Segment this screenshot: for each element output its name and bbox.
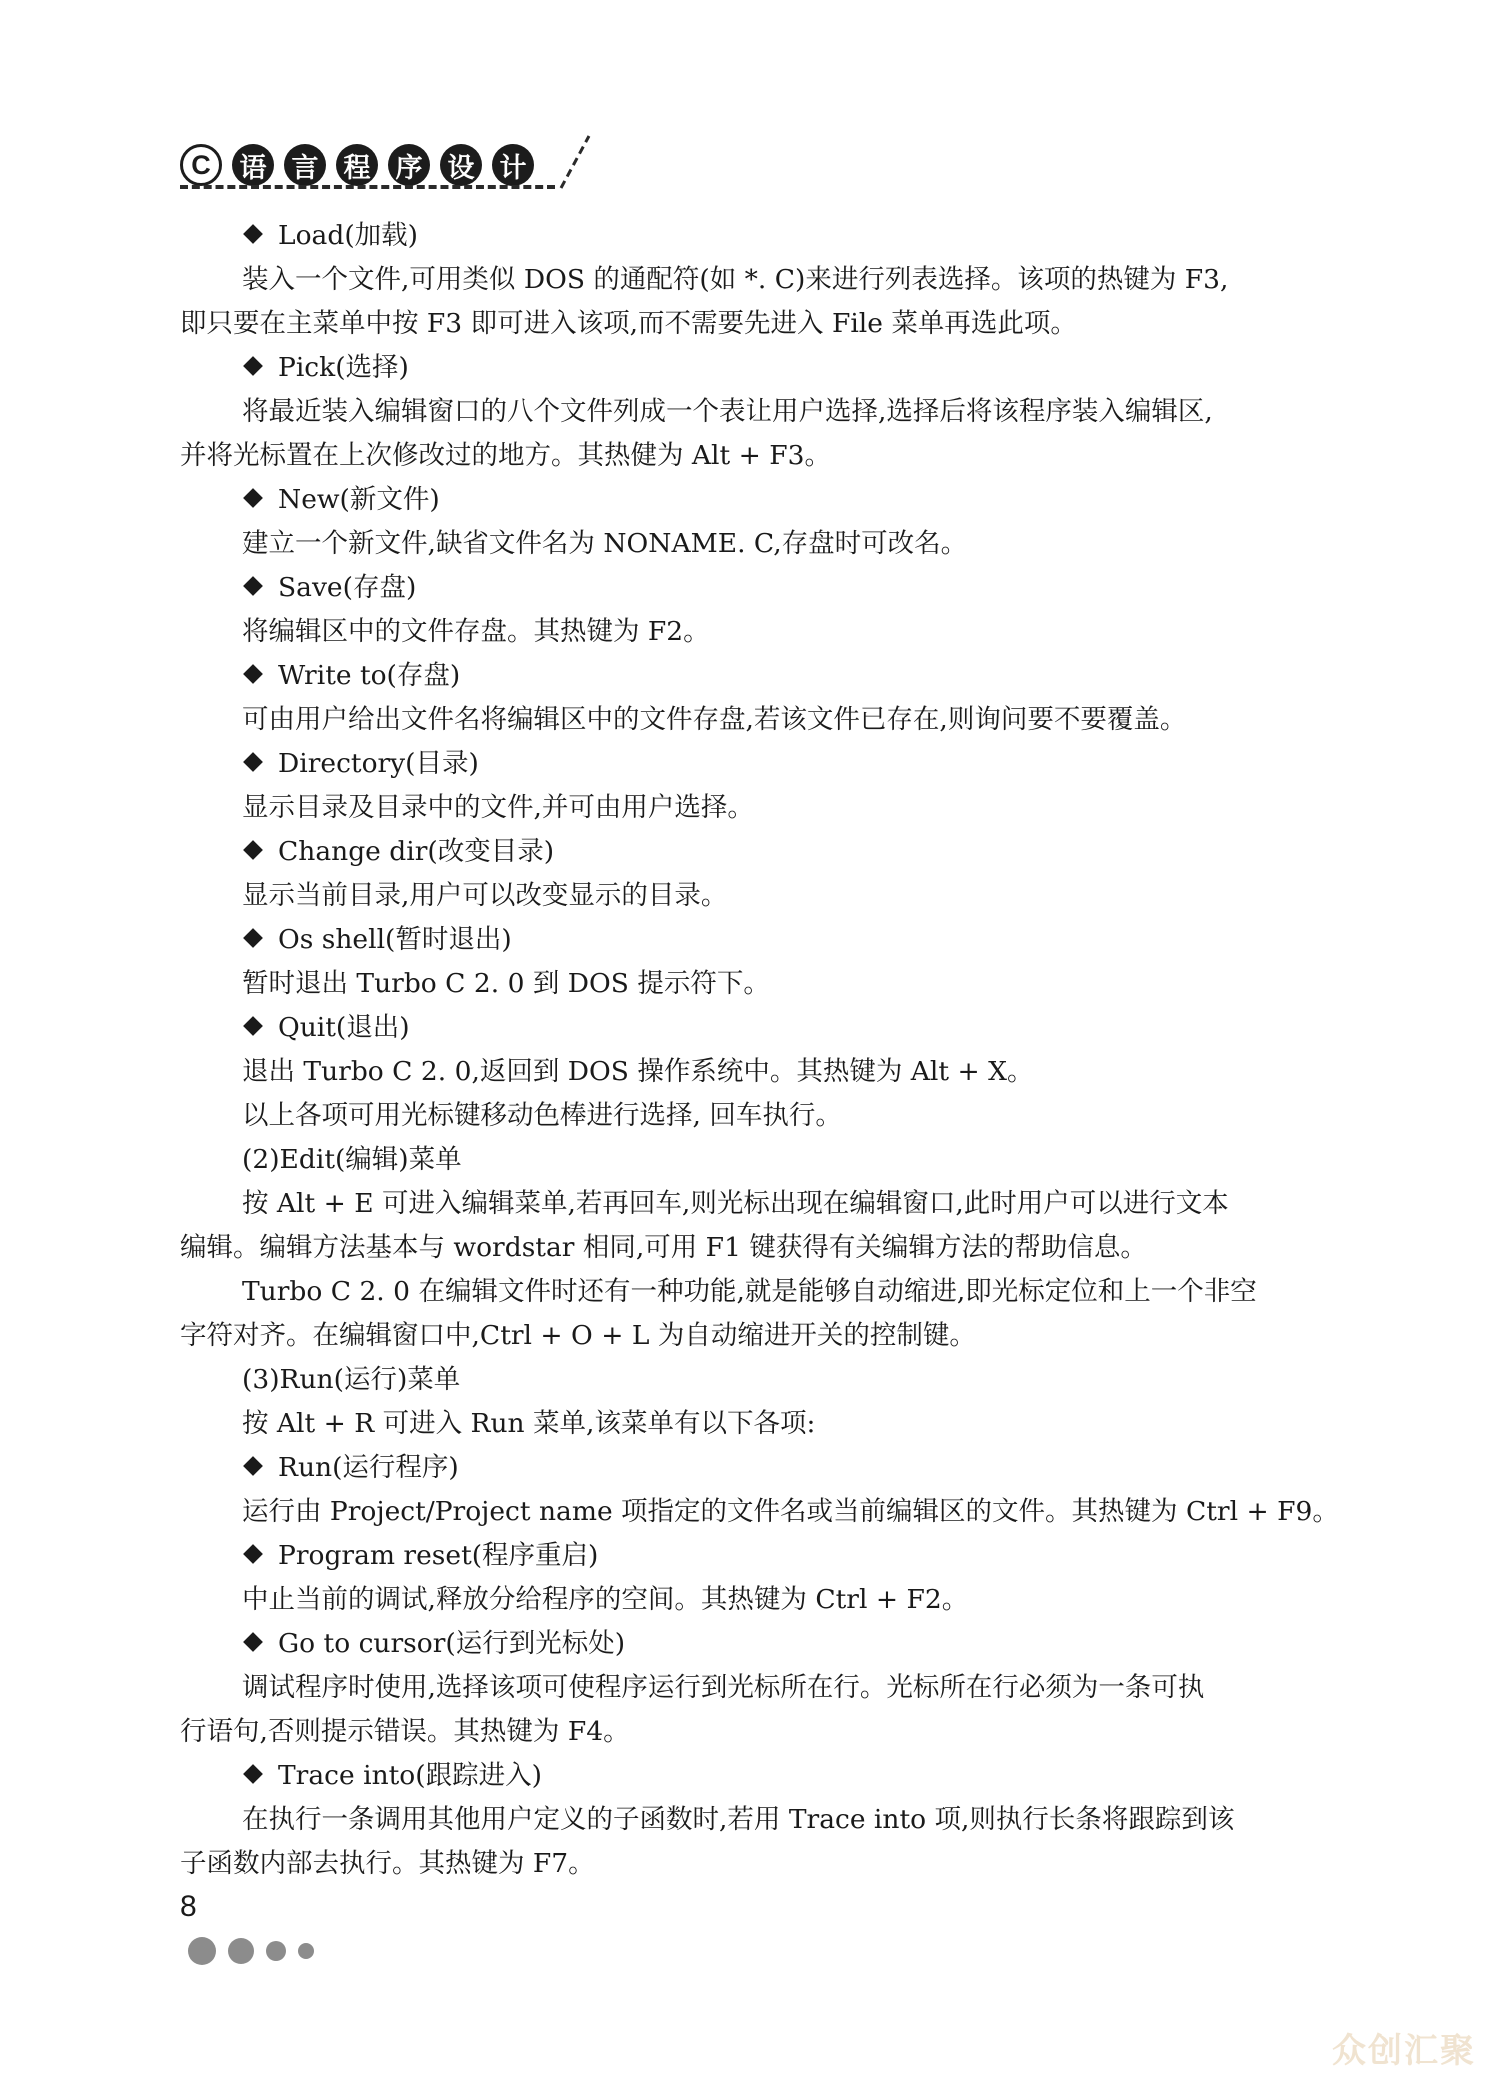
line-text: 运行由 Project/Project name 项指定的文件名或当前编辑区的文件。其热键为 Ctrl + F9。 [242,1496,1339,1527]
line-text: 暂时退出 Turbo C 2. 0 到 DOS 提示符下。 [242,968,770,999]
bullet-heading [180,654,1324,698]
line-text: 将最近装入编辑窗口的八个文件列成一个表让用户选择,选择后将该程序装入编辑区, [242,396,1213,427]
paragraph-line [180,1578,1324,1622]
header-char: 序 [388,144,430,186]
running-header [180,140,534,190]
paragraph-line [180,874,1324,918]
diamond-bullet-icon [243,1544,263,1564]
paragraph-line [180,1050,1324,1094]
line-text: 按 Alt + R 可进入 Run 菜单,该菜单有以下各项: [242,1408,816,1439]
line-text: 显示目录及目录中的文件,并可由用户选择。 [242,792,754,823]
line-text: Directory(目录) [278,748,479,779]
bullet-heading [180,830,1324,874]
paragraph-line [180,1270,1324,1314]
diamond-bullet-icon [243,1764,263,1784]
bullet-heading [180,1754,1324,1798]
paragraph-line [180,1314,1324,1358]
line-text: (3)Run(运行)菜单 [242,1364,461,1395]
bullet-heading [180,566,1324,610]
header-char: 程 [336,144,378,186]
paragraph-line [180,1182,1324,1226]
diamond-bullet-icon [243,1632,263,1652]
paragraph-line [180,786,1324,830]
diamond-bullet-icon [243,488,263,508]
diamond-bullet-icon [243,1016,263,1036]
line-text: 行语句,否则提示错误。其热键为 F4。 [180,1716,630,1747]
diamond-bullet-icon [243,664,263,684]
line-text: Pick(选择) [278,352,409,383]
bullet-heading [180,1446,1324,1490]
line-text: 并将光标置在上次修改过的地方。其热健为 Alt + F3。 [180,440,831,471]
diamond-bullet-icon [243,576,263,596]
line-text: 子函数内部去执行。其热键为 F7。 [180,1848,595,1879]
diamond-bullet-icon [243,224,263,244]
line-text: 即只要在主菜单中按 F3 即可进入该项,而不需要先进入 File 菜单再选此项。 [180,308,1077,339]
line-text: Go to cursor(运行到光标处) [278,1628,626,1659]
header-char: 语 [232,144,274,186]
header-char: 设 [440,144,482,186]
header-dashed-rule [180,185,555,189]
paragraph-line [180,1710,1324,1754]
line-text: Load(加载) [278,220,418,251]
footer-dot [228,1938,254,1964]
page-body [180,214,1339,1886]
bullet-heading [180,1622,1324,1666]
bullet-heading [180,742,1324,786]
line-text: 装入一个文件,可用类似 DOS 的通配符(如 *. C)来进行列表选择。该项的热键为 F3, [242,264,1229,295]
footer-dot [298,1943,314,1959]
line-text: Turbo C 2. 0 在编辑文件时还有一种功能,就是能够自动缩进,即光标定位和上一个非空 [242,1276,1257,1307]
diamond-bullet-icon [243,752,263,772]
diamond-bullet-icon [243,356,263,376]
paragraph-line [180,1666,1324,1710]
header-char: 计 [492,144,534,186]
line-text: Write to(存盘) [278,660,461,691]
paragraph-line [180,698,1324,742]
line-text: 编辑。编辑方法基本与 wordstar 相同,可用 F1 键获得有关编辑方法的帮助信息。 [180,1232,1147,1263]
line-text: 调试程序时使用,选择该项可使程序运行到光标所在行。光标所在行必须为一条可执 [242,1672,1205,1703]
line-text: Os shell(暂时退出) [278,924,512,955]
bullet-heading [180,346,1324,390]
line-text: Program reset(程序重启) [278,1540,599,1571]
paragraph-line [180,1138,1324,1182]
line-text: New(新文件) [278,484,440,515]
paragraph-line [180,1842,1324,1886]
line-text: (2)Edit(编辑)菜单 [242,1144,462,1175]
paragraph-line [180,522,1324,566]
line-text: 显示当前目录,用户可以改变显示的目录。 [242,880,728,911]
footer-dots-decoration [188,1937,314,1965]
paragraph-line [180,390,1324,434]
diamond-bullet-icon [243,840,263,860]
footer-dot [266,1941,286,1961]
paragraph-line [180,1402,1324,1446]
line-text: 以上各项可用光标键移动色棒进行选择, 回车执行。 [242,1100,842,1131]
watermark: 众创汇聚 [1332,2031,1476,2071]
line-text: 在执行一条调用其他用户定义的子函数时,若用 Trace into 项,则执行长条将跟踪到该 [242,1804,1235,1835]
diamond-bullet-icon [243,928,263,948]
line-text: 将编辑区中的文件存盘。其热键为 F2。 [242,616,710,647]
paragraph-line [180,434,1324,478]
line-text: Run(运行程序) [278,1452,459,1483]
line-text: 中止当前的调试,释放分给程序的空间。其热键为 Ctrl + F2。 [242,1584,969,1615]
header-slash-decoration [555,132,595,192]
bullet-heading [180,918,1324,962]
bullet-heading [180,214,1324,258]
bullet-heading [180,1006,1324,1050]
line-text: 按 Alt + E 可进入编辑菜单,若再回车,则光标出现在编辑窗口,此时用户可以进行文本 [242,1188,1229,1219]
footer-dot [188,1937,216,1965]
paragraph-line [180,1358,1324,1402]
paragraph-line [180,1226,1324,1270]
line-text: Save(存盘) [278,572,417,603]
header-char: 言 [284,144,326,186]
paragraph-line [180,258,1324,302]
line-text: 建立一个新文件,缺省文件名为 NONAME. C,存盘时可改名。 [242,528,968,559]
paragraph-line [180,302,1324,346]
paragraph-line [180,962,1324,1006]
line-text: 可由用户给出文件名将编辑区中的文件存盘,若该文件已存在,则询问要不要覆盖。 [242,704,1187,735]
line-text: 退出 Turbo C 2. 0,返回到 DOS 操作系统中。其热键为 Alt + X。 [242,1056,1034,1087]
paragraph-line [180,610,1324,654]
line-text: Trace into(跟踪进入) [278,1760,542,1791]
header-char: C [180,144,222,186]
bullet-heading [180,478,1324,522]
paragraph-line [180,1490,1339,1534]
paragraph-line [180,1094,1324,1138]
page-number: 8 [180,1890,197,1923]
bullet-heading [180,1534,1324,1578]
line-text: Quit(退出) [278,1012,410,1043]
paragraph-line [180,1798,1324,1842]
line-text: 字符对齐。在编辑窗口中,Ctrl + O + L 为自动缩进开关的控制键。 [180,1320,976,1351]
line-text: Change dir(改变目录) [278,836,555,867]
diamond-bullet-icon [243,1456,263,1476]
